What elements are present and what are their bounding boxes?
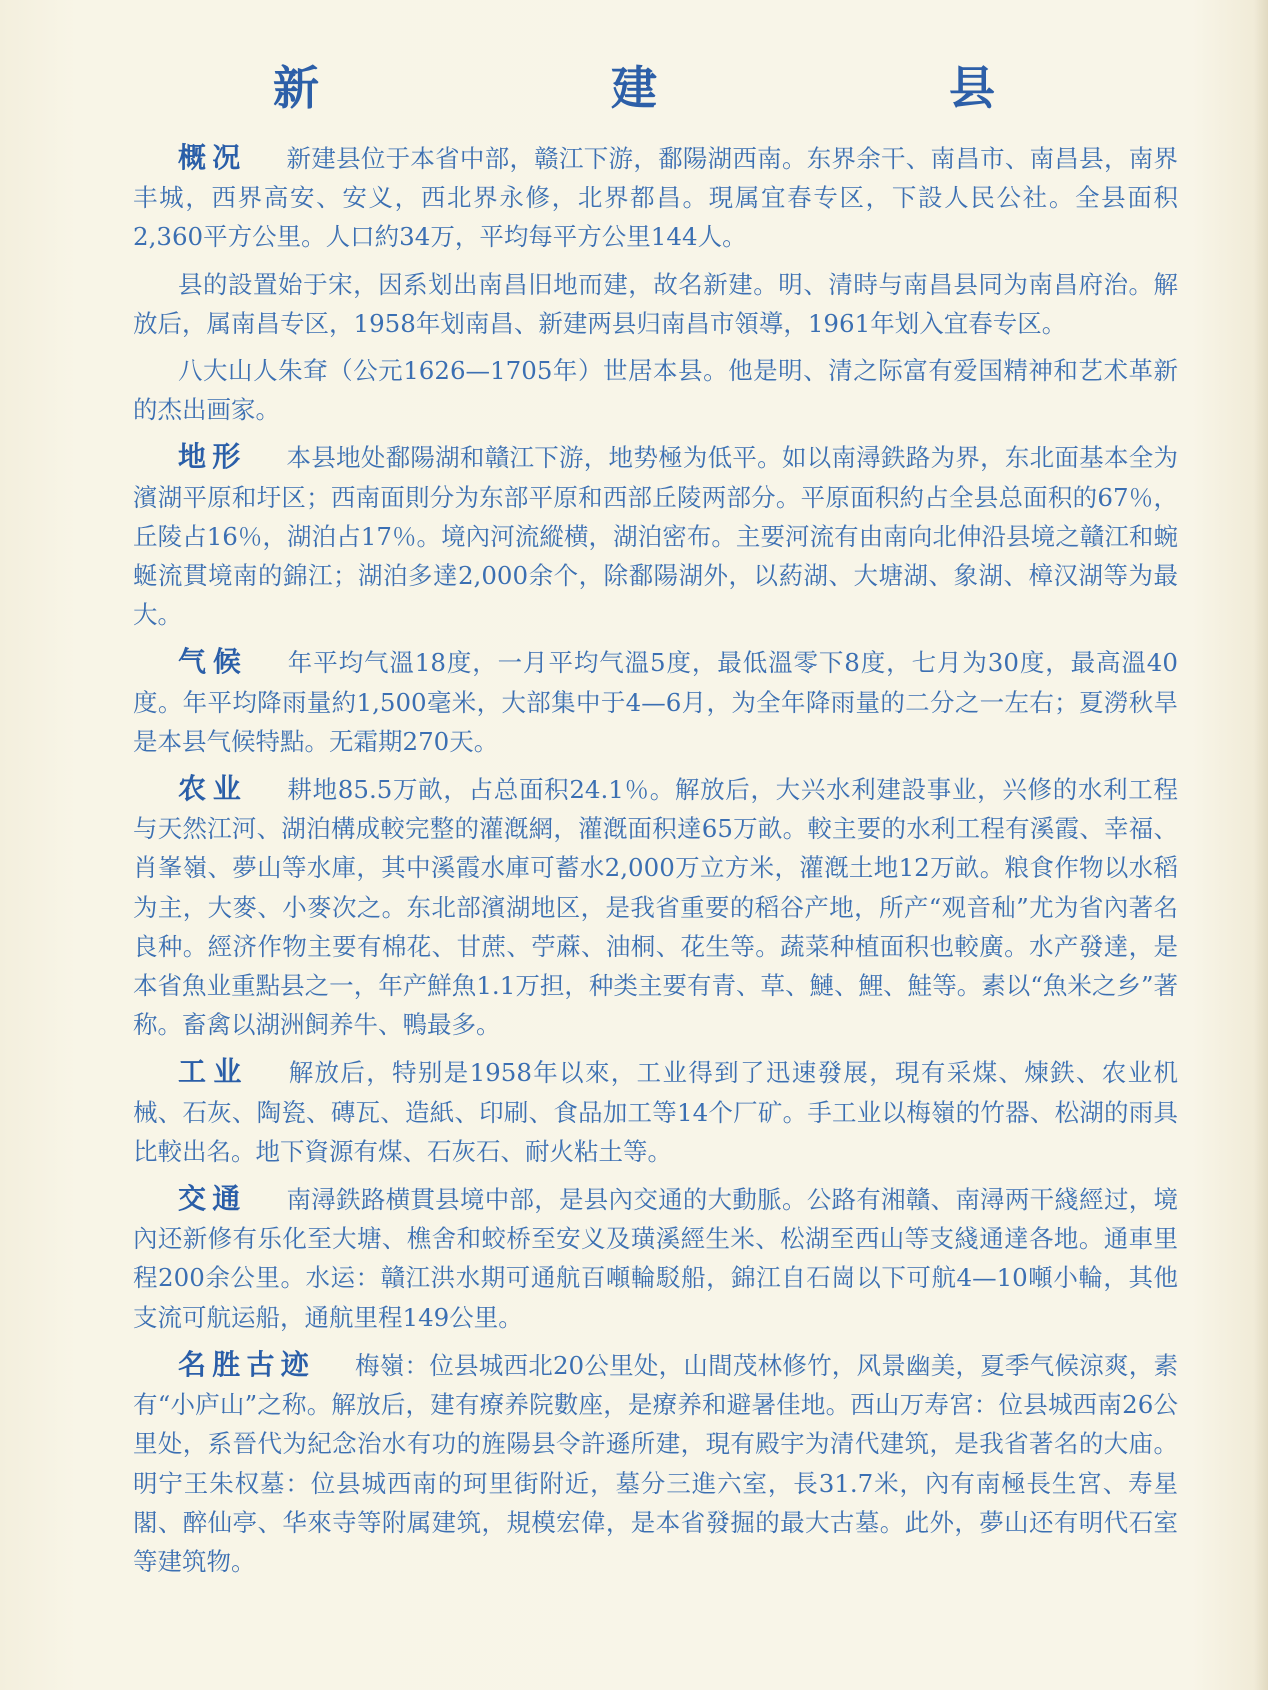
section-climate: [133, 642, 1178, 761]
section-text: 八大山人朱耷（公元1626—1705年）世居本县。他是明、清之际富有爱国精神和艺术革新的杰出画家。: [133, 356, 1178, 425]
section-heading: 概况: [178, 141, 247, 174]
section-heading: 工业: [178, 1055, 249, 1089]
section-overview: [133, 138, 1178, 257]
section-industry: [133, 1052, 1178, 1171]
page-title: 新 建 县: [272, 61, 1134, 115]
section-transport: [133, 1179, 1178, 1337]
section-history: [133, 265, 1178, 343]
section-text: 梅嶺：位县城西北20公里处，山間茂林修竹，风景幽美，夏季气候涼爽，素有“小庐山”之称。解放后，建有療养院數座，是療养和避暑佳地。西山万寿宮：位县城西南26公里处，系晉代为紀念治水有功的旌陽县令許遜所建，現有殿宇为清代建筑，是我省著名的大庙。明宁王朱权墓：位县城西南的珂里街附近，墓分三進六室，長31.7米，內有南極長生宮、寿星閣、醉仙亭、华來寺等附属建筑，規模宏偉，是本省發掘的最大古墓。此外，夢山还有明代石室等建筑物。: [133, 1350, 1178, 1576]
section-text: 县的設置始于宋，因系划出南昌旧地而建，故名新建。明、清時与南昌县同为南昌府治。解放后，属南昌专区，1958年划南昌、新建两县归南昌市領導，1961年划入宜春专区。: [133, 269, 1178, 338]
section-text: 本县地处鄱陽湖和贛江下游，地势極为低平。如以南潯鉄路为界，东北面基本全为濱湖平原和圩区；西南面則分为东部平原和西部丘陵两部分。平原面积約占全县总面积的67％，丘陵占16％，湖泊占17％。境內河流縱横，湖泊密布。主要河流有由南向北伸沿县境之贛江和蜿蜒流貫境南的錦江；湖泊多達2,000余个，除鄱陽湖外，以葯湖、大塘湖、象湖、樟汉湖等为最大。: [133, 443, 1178, 630]
document-body: [133, 138, 1178, 1589]
section-heading: 地形: [178, 440, 247, 474]
section-heading: 名胜古迹: [178, 1347, 315, 1381]
section-text: 南潯鉄路横貫县境中部，是县內交通的大動脈。公路有湘贛、南潯两干綫經过，境內还新修有乐化至大塘、樵舍和蛟桥至安义及璜溪經生米、松湖至西山等支綫通達各地。通車里程200余公里。水运：贛江洪水期可通航百噸輪駁船，錦江自石崗以下可航4—10噸小輪，其他支流可航运船，通航里程149公里。: [133, 1185, 1178, 1332]
section-heading: 气候: [178, 645, 248, 679]
section-scenic-sites: [133, 1345, 1178, 1581]
section-terrain: [133, 437, 1178, 634]
section-heading: 交通: [178, 1182, 247, 1216]
section-agriculture: [133, 769, 1178, 1044]
section-text: 耕地85.5万畝，占总面积24.1％。解放后，大兴水利建設事业，兴修的水利工程与天然江河、湖泊構成較完整的灌漑網，灌漑面积達65万畝。較主要的水利工程有溪霞、幸福、肖峯嶺、夢山等水庫，其中溪霞水庫可蓄水2,000万立方米，灌漑土地12万畝。粮食作物以水稻为主，大麥、小麥次之。东北部濱湖地区，是我省重要的稻谷产地，所产“观音秈”尤为省內著名良种。經济作物主要有棉花、甘蔗、苧蔴、油桐、花生等。蔬菜种植面积也較廣。水产發達，是本省魚业重點县之一，年产鮮魚1.1万担，种类主要有青、草、鰱、鯉、鮭等。素以“魚米之乡”著称。畜禽以湖洲飼养牛、鴨最多。: [133, 775, 1178, 1040]
section-notable-person: [133, 351, 1178, 429]
page-edge-shadow: [1254, 0, 1268, 1690]
section-text: 解放后，特别是1958年以來，工业得到了迅速發展，現有采煤、煉鉄、农业机械、石灰、陶瓷、磚瓦、造紙、印刷、食品加工等14个厂矿。手工业以梅嶺的竹器、松湖的雨具比較出名。地下資源有煤、石灰石、耐火粘土等。: [133, 1058, 1178, 1166]
section-text: 新建县位于本省中部，赣江下游，鄱陽湖西南。东界余干、南昌市、南昌县，南界丰城，西界高安、安义，西北界永修，北界都昌。現属宜春专区，下設人民公社。全县面积2,360平方公里。人口約34万，平均每平方公里144人。: [133, 144, 1178, 252]
section-heading: 农业: [178, 772, 248, 806]
section-text: 年平均气溫18度，一月平均气溫5度，最低溫零下8度，七月为30度，最高溫40度。年平均降雨量約1,500毫米，大部集中于4—6月，为全年降雨量的二分之一左右；夏澇秋旱是本县气候特點。无霜期270天。: [133, 648, 1178, 756]
